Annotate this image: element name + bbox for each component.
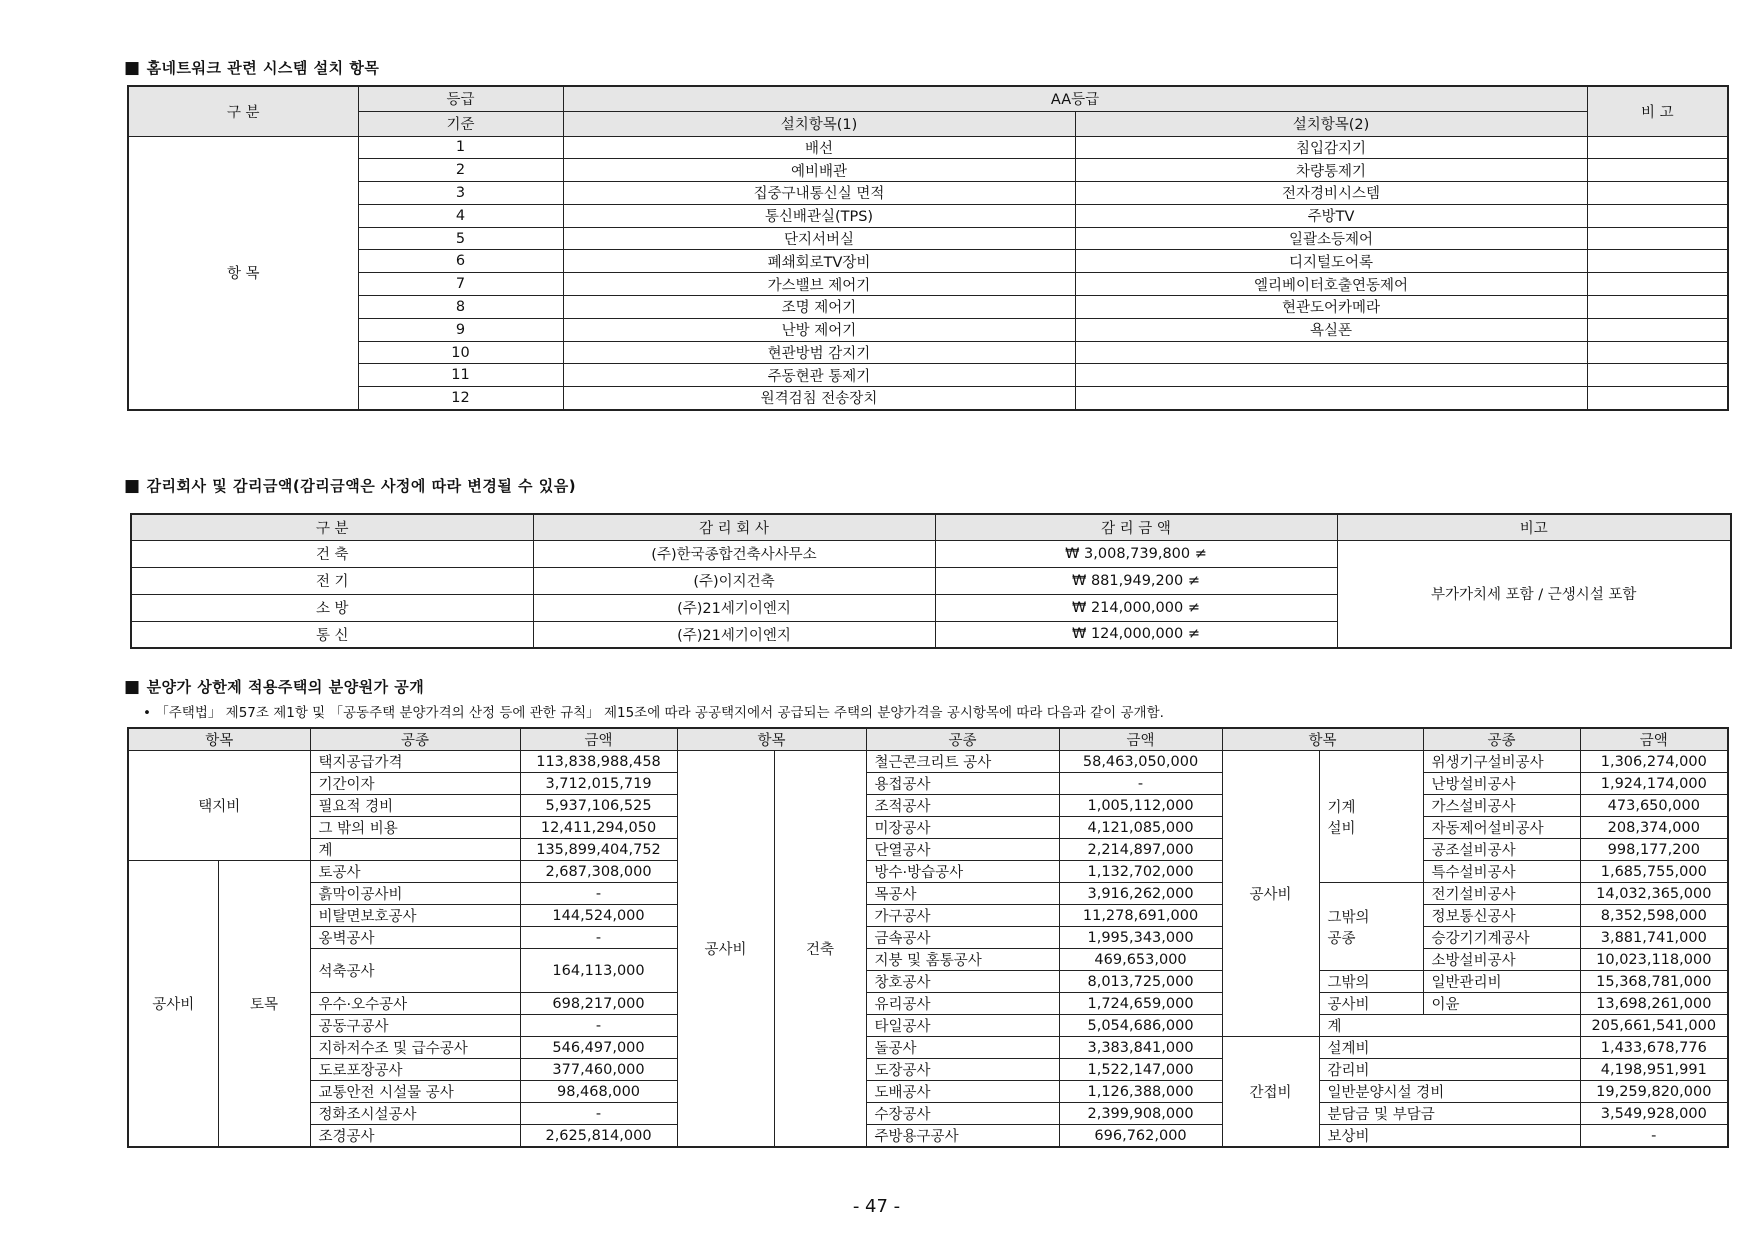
supervision-table [130, 513, 1732, 649]
category-header: 구 분 [131, 514, 533, 540]
standard-cell: 3 [358, 182, 563, 205]
sale-cost-rows [128, 728, 1728, 1147]
mech-label-line: 설비 [1327, 820, 1356, 837]
item1-cell: 조명 제어기 [563, 296, 1075, 319]
remark-cell [1587, 136, 1728, 159]
table-row [128, 883, 1728, 905]
work-cell: 지하저수조 및 급수공사 [310, 1037, 520, 1059]
amount-cell: 1,995,343,000 [1059, 927, 1222, 949]
item2-header: 설치항목(2) [1075, 111, 1587, 136]
item2-cell: 차량통제기 [1075, 159, 1587, 182]
amount-cell: 4,198,951,991 [1580, 1059, 1728, 1081]
square-bullet-icon: ■ [124, 476, 141, 496]
amount-cell: 8,352,598,000 [1580, 905, 1728, 927]
amount-cell: 113,838,988,458 [520, 751, 677, 773]
amount-cell: 164,113,000 [520, 949, 677, 993]
table-row [128, 993, 1728, 1015]
company-header: 감 리 회 사 [533, 514, 935, 540]
table-row [128, 795, 1728, 817]
amount-cell: 1,132,702,000 [1059, 861, 1222, 883]
total-amount: 205,661,541,000 [1580, 1015, 1728, 1037]
grade-value: AA등급 [563, 86, 1587, 111]
remark-header: 비고 [1337, 514, 1731, 540]
work-cell: 특수설비공사 [1423, 861, 1580, 883]
amount-cell: 546,497,000 [520, 1037, 677, 1059]
amount-cell: - [1580, 1125, 1728, 1148]
amount-cell: 1,924,174,000 [1580, 773, 1728, 795]
mech-label-line: 기계 [1327, 799, 1356, 816]
work-header: 공종 [310, 728, 520, 751]
table-row [128, 927, 1728, 949]
company-cell: (주)21세기이엔지 [533, 594, 935, 621]
table-row [128, 1125, 1728, 1148]
amount-cell: 3,549,928,000 [1580, 1103, 1728, 1125]
header-row [128, 728, 1728, 751]
amount-cell: 998,177,200 [1580, 839, 1728, 861]
work-cell: 도장공사 [866, 1059, 1059, 1081]
amount-cell: 12,411,294,050 [520, 817, 677, 839]
work-cell: 가구공사 [866, 905, 1059, 927]
amount-cell: 8,013,725,000 [1059, 971, 1222, 993]
other-label-line: 공종 [1327, 930, 1356, 947]
table-row [128, 341, 1728, 364]
section3-title: ■ 분양가 상한제 적용주택의 분양원가 공개 [124, 677, 425, 697]
amount-cell: 5,054,686,000 [1059, 1015, 1222, 1037]
item-header: 항목 [1222, 728, 1423, 751]
item2-cell: 주방TV [1075, 204, 1587, 227]
section2-title: ■ 감리회사 및 감리금액(감리금액은 사정에 따라 변경될 수 있음) [124, 476, 577, 496]
amount-cell: 10,023,118,000 [1580, 949, 1728, 971]
standard-cell: 4 [358, 204, 563, 227]
table-row [128, 182, 1728, 205]
amount-cell: 2,214,897,000 [1059, 839, 1222, 861]
item2-cell [1075, 364, 1587, 387]
work-cell: 도배공사 [866, 1081, 1059, 1103]
work-cell: 계 [310, 839, 520, 861]
amount-cell: ₩ 214,000,000 ≠ [935, 594, 1337, 621]
amount-cell: 1,433,678,776 [1580, 1037, 1728, 1059]
table-row [128, 227, 1728, 250]
table-row [128, 1103, 1728, 1125]
work-cell: 교통안전 시설물 공사 [310, 1081, 520, 1103]
work-cell: 정화조시설공사 [310, 1103, 520, 1125]
table-row [128, 751, 1728, 773]
item1-cell: 단지서버실 [563, 227, 1075, 250]
amount-cell: - [520, 927, 677, 949]
item1-cell: 예비배관 [563, 159, 1075, 182]
table-row [128, 136, 1728, 159]
item1-cell: 주동현관 통제기 [563, 364, 1075, 387]
amount-cell: 4,121,085,000 [1059, 817, 1222, 839]
work-cell: 그 밖의 비용 [310, 817, 520, 839]
square-bullet-icon: ■ [124, 58, 141, 78]
work-cell: 필요적 경비 [310, 795, 520, 817]
amount-cell: 2,625,814,000 [520, 1125, 677, 1148]
work-cell: 조적공사 [866, 795, 1059, 817]
item2-cell: 침입감지기 [1075, 136, 1587, 159]
work-header: 공종 [1423, 728, 1580, 751]
legal-note: • 「주택법」 제57조 제1항 및 「공동주택 분양가격의 산정 등에 관한 규칙」 제15조에 따라 공공택지에서 공급되는 주택의 분양가격을 공시항목에 따라 다음과 같이 공개함. [143, 705, 1164, 721]
other-cost-label: 그밖의 [1319, 971, 1423, 993]
remark-cell [1587, 364, 1728, 387]
work-cell: 석축공사 [310, 949, 520, 993]
item2-cell: 일괄소등제어 [1075, 227, 1587, 250]
amount-cell: 698,217,000 [520, 993, 677, 1015]
indirect-label: 간접비 [1222, 1037, 1319, 1148]
table-row [128, 817, 1728, 839]
table-row [128, 861, 1728, 883]
other-label [1319, 883, 1423, 971]
work-cell: 조경공사 [310, 1125, 520, 1148]
table-row [128, 949, 1728, 971]
work-cell: 일반분양시설 경비 [1319, 1081, 1580, 1103]
row-label-cell: 항 목 [128, 136, 358, 410]
amount-cell: 1,522,147,000 [1059, 1059, 1222, 1081]
work-cell: 흙막이공사비 [310, 883, 520, 905]
company-cell: (주)이지건축 [533, 567, 935, 594]
table-row [128, 1081, 1728, 1103]
work-cell: 수장공사 [866, 1103, 1059, 1125]
table-row [128, 1015, 1728, 1037]
amount-cell: 1,724,659,000 [1059, 993, 1222, 1015]
remark-cell [1587, 182, 1728, 205]
amount-cell: - [520, 1015, 677, 1037]
item2-cell [1075, 387, 1587, 410]
work-cell: 일반관리비 [1423, 971, 1580, 993]
item1-cell: 배선 [563, 136, 1075, 159]
remark-cell [1587, 318, 1728, 341]
work-cell: 감리비 [1319, 1059, 1580, 1081]
table-row [128, 204, 1728, 227]
work-cell: 정보통신공사 [1423, 905, 1580, 927]
item-header: 항목 [677, 728, 866, 751]
amount-cell: 19,259,820,000 [1580, 1081, 1728, 1103]
table-row [128, 296, 1728, 319]
work-cell: 이윤 [1423, 993, 1580, 1015]
category-header: 구 분 [128, 86, 358, 136]
work-cell: 비탈면보호공사 [310, 905, 520, 927]
amount-cell: 11,278,691,000 [1059, 905, 1222, 927]
table-row [128, 318, 1728, 341]
table-row [128, 387, 1728, 410]
mech-label [1319, 751, 1423, 883]
amount-cell: ₩ 124,000,000 ≠ [935, 621, 1337, 648]
grade-label: 등급 [358, 86, 563, 111]
amount-cell: ₩ 3,008,739,800 ≠ [935, 540, 1337, 567]
amount-header: 감 리 금 액 [935, 514, 1337, 540]
amount-cell: 58,463,050,000 [1059, 751, 1222, 773]
item1-cell: 원격검침 전송장치 [563, 387, 1075, 410]
table-row [128, 1059, 1728, 1081]
amount-cell: - [1059, 773, 1222, 795]
item1-cell: 현관방범 감지기 [563, 341, 1075, 364]
amount-cell: 1,005,112,000 [1059, 795, 1222, 817]
other-label-line: 그밖의 [1327, 909, 1370, 926]
work-cell: 설계비 [1319, 1037, 1580, 1059]
table-row [128, 159, 1728, 182]
amount-header: 금액 [520, 728, 677, 751]
work-cell: 공조설비공사 [1423, 839, 1580, 861]
standard-cell: 9 [358, 318, 563, 341]
work-cell: 창호공사 [866, 971, 1059, 993]
remark-cell [1587, 273, 1728, 296]
amount-cell: 3,916,262,000 [1059, 883, 1222, 905]
item2-cell: 욕실폰 [1075, 318, 1587, 341]
work-header: 공종 [866, 728, 1059, 751]
work-cell: 전기설비공사 [1423, 883, 1580, 905]
work-cell: 방수·방습공사 [866, 861, 1059, 883]
home-network-rows [128, 136, 1728, 410]
remark-cell [1587, 387, 1728, 410]
item1-cell: 집중구내통신실 면적 [563, 182, 1075, 205]
amount-cell: 5,937,106,525 [520, 795, 677, 817]
amount-cell: 15,368,781,000 [1580, 971, 1728, 993]
work-cell: 난방설비공사 [1423, 773, 1580, 795]
item-header: 항목 [128, 728, 310, 751]
amount-cell: 144,524,000 [520, 905, 677, 927]
work-cell: 돌공사 [866, 1037, 1059, 1059]
work-cell: 타일공사 [866, 1015, 1059, 1037]
item1-cell: 통신배관실(TPS) [563, 204, 1075, 227]
section1-title: ■ 홈네트워크 관련 시스템 설치 항목 [124, 58, 380, 78]
item1-cell: 가스밸브 제어기 [563, 273, 1075, 296]
item1-header: 설치항목(1) [563, 111, 1075, 136]
standard-cell: 11 [358, 364, 563, 387]
remark-cell [1587, 341, 1728, 364]
work-cell: 유리공사 [866, 993, 1059, 1015]
work-cell: 지붕 및 홈통공사 [866, 949, 1059, 971]
work-cell: 토공사 [310, 861, 520, 883]
item2-cell [1075, 341, 1587, 364]
amount-header: 금액 [1580, 728, 1728, 751]
table-row [128, 364, 1728, 387]
remark-cell [1587, 296, 1728, 319]
amount-cell: 98,468,000 [520, 1081, 677, 1103]
sale-cost-table [127, 727, 1729, 1148]
category-cell: 통 신 [131, 621, 533, 648]
work-cell: 소방설비공사 [1423, 949, 1580, 971]
home-network-table [127, 85, 1729, 411]
standard-cell: 6 [358, 250, 563, 273]
work-cell: 가스설비공사 [1423, 795, 1580, 817]
amount-cell: 2,687,308,000 [520, 861, 677, 883]
standard-cell: 8 [358, 296, 563, 319]
item2-cell: 엘리베이터호출연동제어 [1075, 273, 1587, 296]
work-cell: 미장공사 [866, 817, 1059, 839]
standard-header: 기준 [358, 111, 563, 136]
item1-cell: 폐쇄회로TV장비 [563, 250, 1075, 273]
amount-cell: ₩ 881,949,200 ≠ [935, 567, 1337, 594]
amount-cell: 2,399,908,000 [1059, 1103, 1222, 1125]
amount-cell: 1,685,755,000 [1580, 861, 1728, 883]
table-row [128, 250, 1728, 273]
work-cell: 용접공사 [866, 773, 1059, 795]
work-cell: 우수·오수공사 [310, 993, 520, 1015]
amount-cell: - [520, 883, 677, 905]
work-cell: 철근콘크리트 공사 [866, 751, 1059, 773]
amount-cell: 473,650,000 [1580, 795, 1728, 817]
amount-header: 금액 [1059, 728, 1222, 751]
amount-cell: 3,712,015,719 [520, 773, 677, 795]
amount-cell: 3,383,841,000 [1059, 1037, 1222, 1059]
civil-label: 토목 [218, 861, 310, 1148]
amount-cell: 14,032,365,000 [1580, 883, 1728, 905]
work-cell: 공동구공사 [310, 1015, 520, 1037]
standard-cell: 2 [358, 159, 563, 182]
standard-cell: 12 [358, 387, 563, 410]
other-cost-label: 공사비 [1319, 993, 1423, 1015]
standard-cell: 7 [358, 273, 563, 296]
item1-cell: 난방 제어기 [563, 318, 1075, 341]
work-cell: 기간이자 [310, 773, 520, 795]
table-row [128, 839, 1728, 861]
land-label: 택지비 [128, 751, 310, 861]
work-cell: 옹벽공사 [310, 927, 520, 949]
amount-cell: 469,653,000 [1059, 949, 1222, 971]
work-cell: 자동제어설비공사 [1423, 817, 1580, 839]
construction-label: 공사비 [677, 751, 774, 1148]
work-cell: 분담금 및 부담금 [1319, 1103, 1580, 1125]
total-label: 계 [1319, 1015, 1580, 1037]
remark-header: 비 고 [1587, 86, 1728, 136]
table-row [128, 1037, 1728, 1059]
standard-cell: 5 [358, 227, 563, 250]
page-number: - 47 - [852, 1196, 901, 1217]
work-cell: 주방용구공사 [866, 1125, 1059, 1148]
standard-cell: 1 [358, 136, 563, 159]
building-label: 건축 [774, 751, 866, 1148]
standard-cell: 10 [358, 341, 563, 364]
category-cell: 전 기 [131, 567, 533, 594]
construction-label: 공사비 [1222, 751, 1319, 1037]
amount-cell: 696,762,000 [1059, 1125, 1222, 1148]
item2-cell: 현관도어카메라 [1075, 296, 1587, 319]
amount-cell: 13,698,261,000 [1580, 993, 1728, 1015]
item2-cell: 디지털도어록 [1075, 250, 1587, 273]
amount-cell: - [520, 1103, 677, 1125]
category-cell: 건 축 [131, 540, 533, 567]
item2-cell: 전자경비시스템 [1075, 182, 1587, 205]
work-cell: 금속공사 [866, 927, 1059, 949]
amount-cell: 1,126,388,000 [1059, 1081, 1222, 1103]
work-cell: 위생기구설비공사 [1423, 751, 1580, 773]
category-cell: 소 방 [131, 594, 533, 621]
remark-cell: 부가가치세 포함 / 근생시설 포함 [1337, 540, 1731, 648]
amount-cell: 208,374,000 [1580, 817, 1728, 839]
work-cell: 목공사 [866, 883, 1059, 905]
company-cell: (주)21세기이엔지 [533, 621, 935, 648]
construction-label: 공사비 [128, 861, 218, 1148]
table-row [128, 905, 1728, 927]
work-cell: 단열공사 [866, 839, 1059, 861]
work-cell: 도로포장공사 [310, 1059, 520, 1081]
remark-cell [1587, 204, 1728, 227]
work-cell: 보상비 [1319, 1125, 1580, 1148]
remark-cell [1587, 159, 1728, 182]
table-row [128, 773, 1728, 795]
remark-cell [1587, 227, 1728, 250]
amount-cell: 377,460,000 [520, 1059, 677, 1081]
work-cell: 택지공급가격 [310, 751, 520, 773]
remark-cell [1587, 250, 1728, 273]
amount-cell: 3,881,741,000 [1580, 927, 1728, 949]
amount-cell: 135,899,404,752 [520, 839, 677, 861]
table-row [128, 273, 1728, 296]
company-cell: (주)한국종합건축사사무소 [533, 540, 935, 567]
square-bullet-icon: ■ [124, 677, 141, 697]
work-cell: 승강기기계공사 [1423, 927, 1580, 949]
amount-cell: 1,306,274,000 [1580, 751, 1728, 773]
